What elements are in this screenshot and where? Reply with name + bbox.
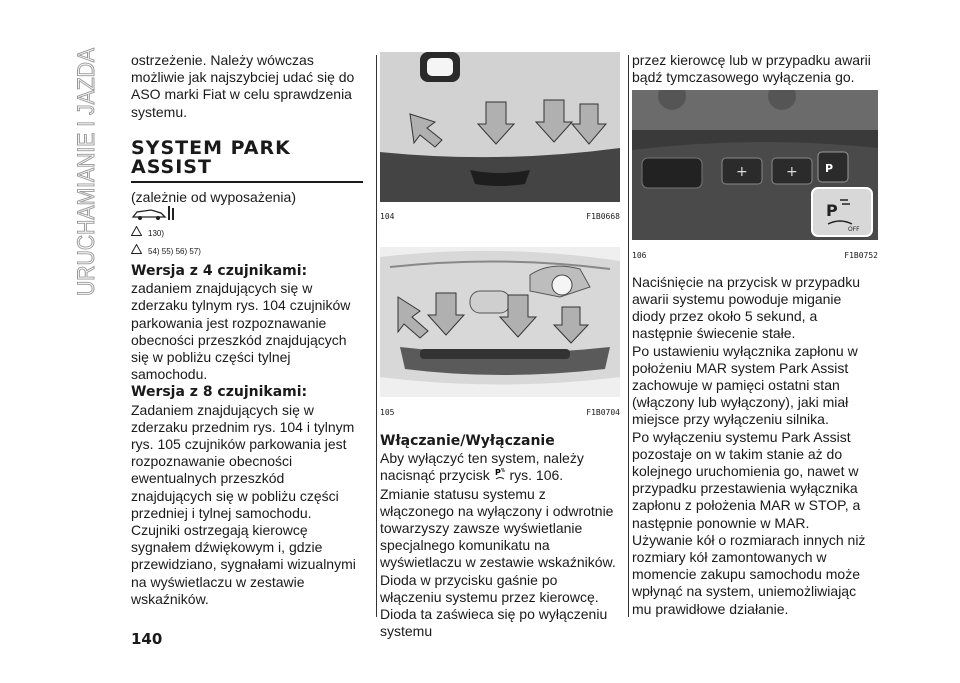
- reference-note-2: 54) 55) 56) 57): [148, 247, 201, 257]
- dashboard-switch-illustration: [632, 90, 878, 240]
- reference-row-2: [131, 244, 363, 260]
- paragraph-memory: Po ustawieniu wyłącznika zapłonu w położeniu MAR system Park Assist zachowuje w pamięci ostatni stan (włączony lub wyłączony), jaki miał miejsce przy wyłączeniu silnika.: [632, 342, 858, 428]
- paragraph-status: Zmianie statusu systemu z włączonego na wyłączony i odwrotnie towarzyszy zawsze wyświetlanie specjalnego komunikatu na wyświetlaczu w zestawie wskaźników.: [380, 485, 616, 571]
- version-8-label: Wersja z 8 czujnikami:: [131, 384, 308, 401]
- figure-number: 105: [380, 407, 395, 417]
- figure-code: F1B0704: [586, 407, 620, 417]
- option-icon-row: [131, 208, 363, 224]
- chapter-side-title: [64, 46, 104, 296]
- paragraph-wheels: Używanie kół o rozmiarach innych niż rozmiary kół zamontowanych w momencie zakupu samochodu może wpłynąć na system, uniemożliwiając mu prawidłowe działanie.: [632, 531, 866, 617]
- section-title-line1: SYSTEM PARK: [131, 136, 291, 159]
- off-label: OFF: [848, 226, 860, 234]
- figure-caption-104: [380, 208, 620, 225]
- warning-paragraph: Czujniki ostrzegają kierowcę sygnałem dźwiękowym i, gdzie przewidziano, sygnałami wizualnymi na wyświetlaczu w zestawie wskaźników.: [131, 522, 356, 607]
- column-2: [380, 52, 620, 640]
- page-number: 140: [131, 630, 163, 648]
- paragraph-button-ref: rys. 106.: [509, 467, 564, 484]
- column-divider: [376, 55, 377, 617]
- figure-caption-105: [380, 404, 620, 421]
- paragraph-led: Dioda w przycisku gaśnie po włączeniu systemu przez kierowcę. Dioda ta zaświeca się po wyłączeniu systemu: [380, 571, 608, 640]
- version-4-sensors: [131, 262, 363, 383]
- svg-text:P: P: [826, 201, 838, 221]
- paragraph-button-text: Aby wyłączyć ten system, należy nacisnąć przycisk: [380, 450, 584, 484]
- intro-paragraph: przez kierowcę lub w przypadku awarii bądź tymczasowego wyłączenia go.: [632, 52, 871, 86]
- availability-note: (zależnie od wyposażenia): [131, 188, 296, 205]
- section-title: [131, 136, 363, 178]
- intro-paragraph: ostrzeżenie. Należy wówczas możliwie jak najszybciej udać się do ASO marki Fiat w celu sprawdzenia systemu.: [131, 52, 355, 120]
- svg-text:+: +: [736, 164, 748, 181]
- rear-bumper-illustration: [380, 52, 620, 202]
- figure-spacer: [380, 225, 620, 247]
- warning-triangle-icon: [131, 225, 142, 242]
- paragraph-button: [380, 450, 620, 486]
- front-bumper-illustration: [380, 247, 620, 397]
- figure-106: [632, 90, 878, 263]
- svg-text:P: P: [494, 468, 501, 478]
- figure-code: F1B0668: [586, 212, 620, 222]
- reference-note-1: 130): [148, 229, 165, 239]
- subsection-heading: Włączanie/Wyłączanie: [380, 432, 555, 449]
- section-rule: [131, 181, 363, 183]
- version-8-sensors: [131, 383, 363, 522]
- figure-number: 106: [632, 250, 647, 260]
- svg-text:+: +: [786, 164, 798, 181]
- column-3: [632, 52, 878, 618]
- figure-105: [380, 247, 620, 420]
- version-4-label: Wersja z 4 czujnikami:: [131, 263, 308, 280]
- figure-number: 104: [380, 212, 395, 222]
- version-4-text: zadaniem znajdujących się w zderzaku tylnym rys. 104 czujników parkowania jest rozpoznawanie obecności przeszkód znajdujących się w pobliżu części tylnej samochodu.: [131, 280, 351, 383]
- column-divider: [628, 55, 629, 617]
- figure-code: F1B0752: [844, 250, 878, 260]
- park-assist-button-icon: [494, 467, 506, 485]
- figure-104: [380, 52, 620, 225]
- column-1: [131, 52, 363, 608]
- section-title-line2: ASSIST: [131, 155, 212, 178]
- warning-triangle-icon: [131, 243, 142, 260]
- paragraph-state: Po wyłączeniu systemu Park Assist pozostaje on w takim stanie aż do kolejnego uruchomienia go, nawet w przypadku przestawienia wyłącznika zapłonu z położenia MAR w STOP, a następnie ponownie w MAR.: [632, 428, 861, 531]
- version-8-text: Zadaniem znajdujących się w zderzaku przednim rys. 104 i tylnym rys. 105 czujników parkowania jest rozpoznawanie obecności ewentualnych przeszkód znajdujących się w pobliżu części przedniej i tylnej samochodu.: [131, 401, 355, 521]
- chapter-side-title-text: URUCHAMIANIE I JAZDA: [73, 46, 100, 296]
- reference-row-1: [131, 226, 363, 242]
- figure-caption-106: [632, 247, 878, 264]
- paragraph-failure: Naciśnięcie na przycisk w przypadku awarii systemu powoduje miganie diody przez około 5 sekund, a następnie świecenie stałe.: [632, 273, 860, 342]
- svg-text:P: P: [825, 162, 834, 176]
